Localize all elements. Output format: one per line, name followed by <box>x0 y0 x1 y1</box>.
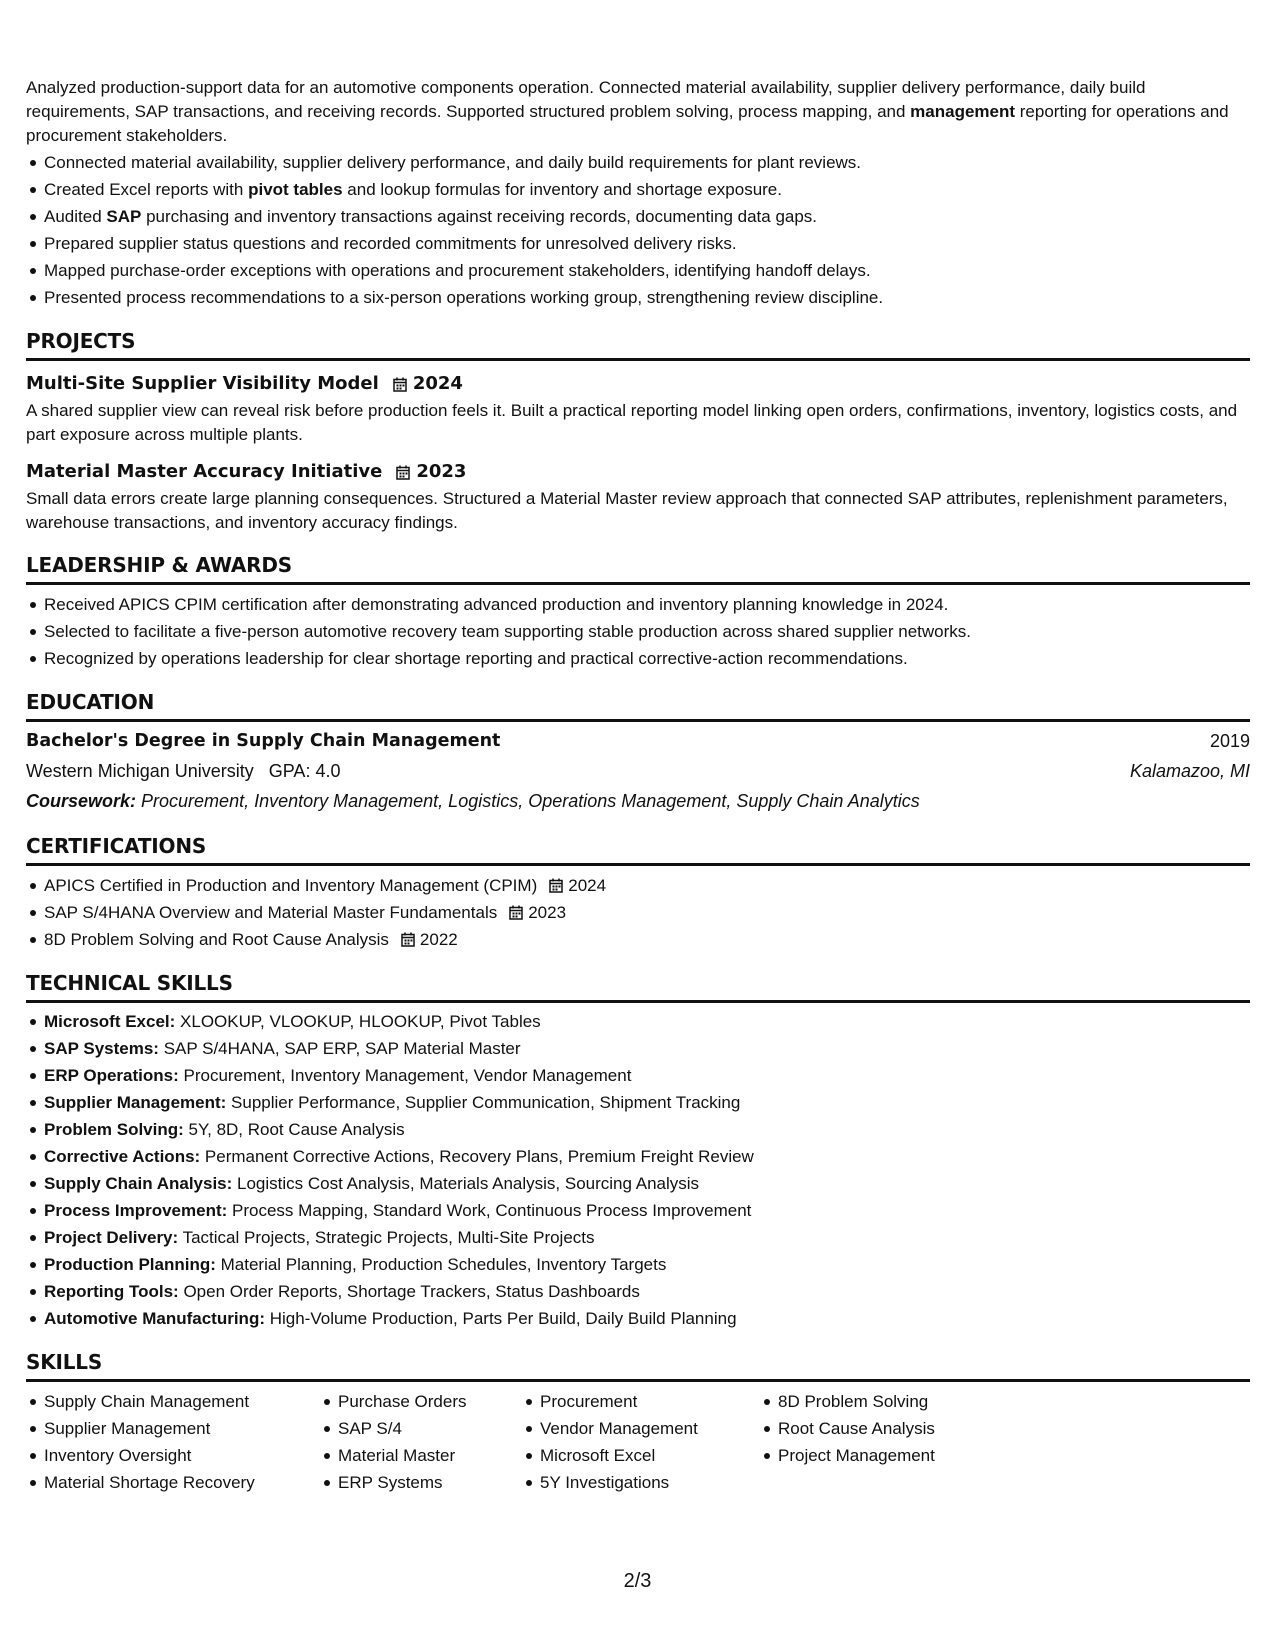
degree-name: Bachelor's Degree in Supply Chain Management <box>26 731 501 751</box>
skills-section <box>26 1350 1250 1496</box>
technical-skills-section <box>26 971 1250 1332</box>
projects-section <box>26 329 1250 535</box>
calendar-icon <box>393 377 407 392</box>
school-name: Western Michigan University <box>26 761 254 781</box>
section-title-leadership: LEADERSHIP & AWARDS <box>26 553 1250 585</box>
resume-page <box>26 76 1250 1496</box>
section-title-projects: PROJECTS <box>26 329 1250 361</box>
education-degree-row <box>26 726 1250 756</box>
page-number: 2/3 <box>623 1570 652 1592</box>
skills-column <box>320 1388 522 1496</box>
skill-item: Microsoft Excel <box>540 1442 760 1469</box>
project-heading <box>26 371 1250 397</box>
skill-item: 5Y Investigations <box>540 1469 760 1496</box>
skills-column <box>26 1388 320 1496</box>
tech-skill-item: Reporting Tools: Open Order Reports, Shortage Trackers, Status Dashboards <box>44 1278 1250 1305</box>
coursework-list: Procurement, Inventory Management, Logistics, Operations Management, Supply Chain Analytics <box>136 791 920 811</box>
coursework-label: Coursework: <box>26 791 137 811</box>
tech-skill-item: ERP Operations: Procurement, Inventory Management, Vendor Management <box>44 1062 1250 1089</box>
project-heading <box>26 459 1250 485</box>
leadership-item: Selected to facilitate a five-person automotive recovery team supporting stable production across shared supplier networks. <box>44 618 1250 645</box>
summary-text: Analyzed production-support data for an automotive components operation. Connected material availability, supplier delivery performance, daily build requirements, SAP transactions, and receiving records. Supported structured problem solving, process mapping, and <box>26 78 1146 121</box>
tech-skill-item: Microsoft Excel: XLOOKUP, VLOOKUP, HLOOKUP, Pivot Tables <box>44 1008 1250 1035</box>
certifications-list <box>26 872 1250 953</box>
section-title-skills: SKILLS <box>26 1350 1250 1382</box>
leadership-section <box>26 553 1250 672</box>
certifications-section <box>26 834 1250 953</box>
experience-bullet: Presented process recommendations to a six-person operations working group, strengthening review discipline. <box>44 284 1250 311</box>
calendar-icon <box>401 932 415 947</box>
experience-bullet: Audited SAP purchasing and inventory transactions against receiving records, documenting data gaps. <box>44 203 1250 230</box>
experience-bullet: Connected material availability, supplier delivery performance, and daily build requirements for plant reviews. <box>44 149 1250 176</box>
section-title-education: EDUCATION <box>26 690 1250 722</box>
skills-column <box>522 1388 760 1496</box>
calendar-icon <box>396 465 410 480</box>
calendar-icon <box>549 878 563 893</box>
certification-item: 8D Problem Solving and Root Cause Analysis 2022 <box>44 926 1250 953</box>
skill-item: Supplier Management <box>44 1415 320 1442</box>
skill-item: Project Management <box>778 1442 1018 1469</box>
tech-skill-item: Project Delivery: Tactical Projects, Strategic Projects, Multi-Site Projects <box>44 1224 1250 1251</box>
school-location: Kalamazoo, MI <box>1129 761 1250 781</box>
skill-item: Root Cause Analysis <box>778 1415 1018 1442</box>
leadership-item: Received APICS CPIM certification after demonstrating advanced production and inventory planning knowledge in 2024. <box>44 591 1250 618</box>
skill-item: Supply Chain Management <box>44 1388 320 1415</box>
skill-item: Inventory Oversight <box>44 1442 320 1469</box>
technical-skills-list <box>26 1008 1250 1332</box>
project-name: Multi-Site Supplier Visibility Model <box>26 373 379 394</box>
project-year: 2023 <box>416 461 467 482</box>
experience-bullet: Mapped purchase-order exceptions with operations and procurement stakeholders, identifying handoff delays. <box>44 257 1250 284</box>
experience-bullet: Prepared supplier status questions and recorded commitments for unresolved delivery risks. <box>44 230 1250 257</box>
skill-item: ERP Systems <box>338 1469 522 1496</box>
education-section <box>26 690 1250 816</box>
calendar-icon <box>509 905 523 920</box>
gpa: GPA: 4.0 <box>268 761 341 781</box>
coursework <box>26 786 1250 816</box>
project-description: Small data errors create large planning consequences. Structured a Material Master review approach that connected SAP attributes, replenishment parameters, warehouse transactions, and inventory accuracy findings. <box>26 489 1228 532</box>
tech-skill-item: SAP Systems: SAP S/4HANA, SAP ERP, SAP Material Master <box>44 1035 1250 1062</box>
certification-item: SAP S/4HANA Overview and Material Master Fundamentals 2023 <box>44 899 1250 926</box>
leadership-item: Recognized by operations leadership for clear shortage reporting and practical corrective-action recommendations. <box>44 645 1250 672</box>
skills-columns <box>26 1388 1250 1496</box>
skill-item: Procurement <box>540 1388 760 1415</box>
tech-skill-item: Automotive Manufacturing: High-Volume Production, Parts Per Build, Daily Build Planning <box>44 1305 1250 1332</box>
project-name: Material Master Accuracy Initiative <box>26 461 383 482</box>
project-year: 2024 <box>412 373 463 394</box>
experience-bullets <box>26 149 1250 311</box>
section-title-technical-skills: TECHNICAL SKILLS <box>26 971 1250 1003</box>
skills-column <box>760 1388 1018 1496</box>
experience-bullet: Created Excel reports with pivot tables and lookup formulas for inventory and shortage exposure. <box>44 176 1250 203</box>
summary-text-end: reporting for operations and procurement stakeholders. <box>26 102 1229 145</box>
certification-item: APICS Certified in Production and Inventory Management (CPIM) 2024 <box>44 872 1250 899</box>
tech-skill-item: Supply Chain Analysis: Logistics Cost Analysis, Materials Analysis, Sourcing Analysis <box>44 1170 1250 1197</box>
tech-skill-item: Production Planning: Material Planning, Production Schedules, Inventory Targets <box>44 1251 1250 1278</box>
section-title-certifications: CERTIFICATIONS <box>26 834 1250 866</box>
skill-item: SAP S/4 <box>338 1415 522 1442</box>
summary-bold: management <box>910 102 1016 121</box>
skill-item: Material Master <box>338 1442 522 1469</box>
experience-summary <box>26 76 1250 148</box>
leadership-list <box>26 591 1250 672</box>
tech-skill-item: Problem Solving: 5Y, 8D, Root Cause Analysis <box>44 1116 1250 1143</box>
tech-skill-item: Corrective Actions: Permanent Corrective Actions, Recovery Plans, Premium Freight Review <box>44 1143 1250 1170</box>
skill-item: Purchase Orders <box>338 1388 522 1415</box>
skill-item: 8D Problem Solving <box>778 1388 1018 1415</box>
skill-item: Vendor Management <box>540 1415 760 1442</box>
education-school-row <box>26 756 1250 786</box>
tech-skill-item: Supplier Management: Supplier Performance, Supplier Communication, Shipment Tracking <box>44 1089 1250 1116</box>
graduation-year: 2019 <box>1209 731 1250 751</box>
project-description: A shared supplier view can reveal risk before production feels it. Built a practical reporting model linking open orders, confirmations, inventory, logistics costs, and part exposure across multiple plants. <box>26 401 1238 444</box>
tech-skill-item: Process Improvement: Process Mapping, Standard Work, Continuous Process Improvement <box>44 1197 1250 1224</box>
skill-item: Material Shortage Recovery <box>44 1469 320 1496</box>
